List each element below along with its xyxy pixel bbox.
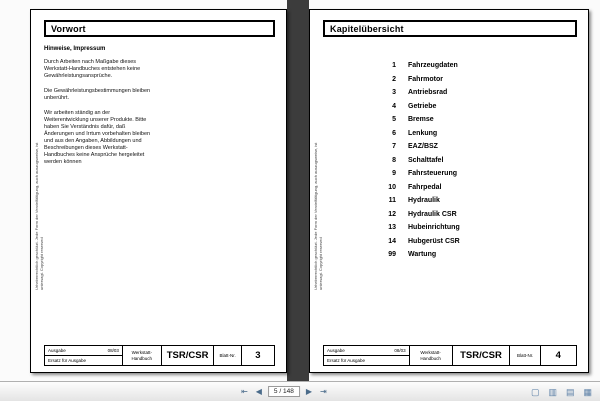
body-copy xyxy=(44,59,156,166)
document-page-left xyxy=(30,9,287,373)
chapter-overview xyxy=(380,52,460,265)
copyright-side-text: Urheberrechtlich geschützt. Jede Form der Vervielfältigung, auch auszugsweise, ist untersagt. Copyright reserved xyxy=(313,142,323,290)
last-page-icon[interactable]: ⇥ xyxy=(319,386,327,396)
chapter-number: 99 xyxy=(388,251,396,258)
viewer-toolbar xyxy=(0,381,600,401)
chapter-list xyxy=(380,62,460,265)
chapter-number: 5 xyxy=(392,116,396,123)
page-number-input[interactable]: 5 / 148 xyxy=(268,386,300,397)
single-page-view-icon[interactable]: ▢ xyxy=(530,386,540,397)
chapter-label: EAZ/BSZ xyxy=(408,143,438,150)
model-name: TSR/CSR xyxy=(166,350,209,361)
page-footer xyxy=(323,345,577,366)
footer-issue-cell xyxy=(45,346,123,365)
chapter-label: Bremse xyxy=(408,116,434,123)
view-mode-controls xyxy=(529,385,594,399)
paragraph: Wir arbeiten ständig an der Weiterentwicklung unserer Produkte. Bitte haben Sie Verständnis dafür, daß Änderungen und Irrtum vorbehalten bleiben und aus den Angaben, Abbildungen und Beschreibungen dieses Werkstatt-Handbuches keine Ansprüche hergeleitet werden können xyxy=(44,110,151,165)
chapter-row xyxy=(380,103,460,117)
first-page-icon[interactable]: ⇤ xyxy=(241,386,248,396)
chapter-row xyxy=(380,157,460,171)
page-content xyxy=(44,46,156,174)
chapter-number: 1 xyxy=(392,62,396,69)
chapter-number: 9 xyxy=(392,170,396,177)
footer-manual-cell xyxy=(123,346,162,365)
two-page-view-icon[interactable]: ▥ xyxy=(548,386,557,397)
chapter-row xyxy=(380,143,460,157)
chapter-number: 7 xyxy=(392,143,396,150)
chapter-number: 12 xyxy=(388,210,396,218)
chapter-label: Fahrmotor xyxy=(408,75,443,83)
document-page-right xyxy=(309,9,589,373)
chapter-label: Schalttafel xyxy=(408,156,444,164)
model-name: TSR/CSR xyxy=(460,350,502,361)
chapter-number: 4 xyxy=(392,102,396,110)
chapter-label: Fahrpedal xyxy=(408,183,442,191)
sheet-number: 4 xyxy=(555,350,561,361)
replaces-label: Ersatz für Ausgabe xyxy=(327,357,366,363)
chapter-label: Fahrzeugdaten xyxy=(408,62,458,69)
manual-line1: Werkstatt- xyxy=(131,350,153,355)
footer-model-cell xyxy=(453,346,511,365)
sheet-number: 3 xyxy=(255,350,261,361)
chapter-number: 2 xyxy=(392,75,396,83)
chapter-row xyxy=(380,251,460,265)
chapter-label: Hydraulik xyxy=(408,197,440,204)
grid-view-icon[interactable]: ▦ xyxy=(583,386,592,397)
copyright-side-text: Urheberrechtlich geschützt. Jede Form der Vervielfältigung, auch auszugsweise, ist untersagt. Copyright reserved xyxy=(34,142,44,290)
chapter-row xyxy=(380,62,460,76)
chapter-row xyxy=(380,76,460,90)
footer-issue-cell xyxy=(324,346,410,365)
paragraph: Durch Arbeiten nach Maßgabe dieses Werkstatt-Handbuches entstehen keine Gewährleistungsansprüche. xyxy=(44,59,141,79)
previous-page-icon[interactable]: ◀ xyxy=(255,386,262,396)
chapter-label: Hydraulik CSR xyxy=(408,210,457,218)
chapter-number: 6 xyxy=(392,129,396,137)
chapter-label: Wartung xyxy=(408,251,437,258)
chapter-number: 14 xyxy=(388,237,396,245)
chapter-row xyxy=(380,238,460,252)
section-heading: Hinweise, Impressum xyxy=(44,46,106,52)
page-title-box xyxy=(323,20,577,37)
chapter-row xyxy=(380,170,460,184)
issue-value: 08/03 xyxy=(107,347,119,353)
sheet-label: Blatt-Nr. xyxy=(516,353,534,358)
chapter-number: 3 xyxy=(392,89,396,96)
page-title: Kapitelübersicht xyxy=(330,23,404,34)
chapter-row xyxy=(380,89,460,103)
manual-line2: Handbuch xyxy=(131,355,153,361)
page-title: Vorwort xyxy=(51,23,86,34)
chapter-row xyxy=(380,211,460,225)
issue-label: Ausgabe xyxy=(327,347,345,353)
manual-line2: Handbuch xyxy=(420,355,441,361)
replaces-label: Ersatz für Ausgabe xyxy=(48,357,87,363)
next-page-icon[interactable]: ▶ xyxy=(305,386,312,396)
chapter-row xyxy=(380,184,460,198)
chapter-label: Hubgerüst CSR xyxy=(408,237,460,245)
footer-sheet-label-cell xyxy=(214,346,241,365)
chapter-row xyxy=(380,116,460,130)
footer-sheet-label-cell xyxy=(510,346,540,365)
page-footer xyxy=(44,345,275,366)
page-navigation xyxy=(239,385,329,399)
chapter-number: 13 xyxy=(388,224,396,231)
chapter-number: 8 xyxy=(392,156,396,164)
chapter-label: Fahrsteuerung xyxy=(408,170,458,177)
chapter-label: Hubeinrichtung xyxy=(408,224,460,231)
footer-model-cell xyxy=(162,346,215,365)
chapter-number: 10 xyxy=(388,183,396,191)
paragraph: Die Gewährleistungsbestimmungen bleiben unberührt. xyxy=(44,88,151,101)
chapter-number: 11 xyxy=(388,197,396,204)
sheet-label: Blatt-Nr. xyxy=(219,353,236,358)
chapter-row xyxy=(380,197,460,211)
chapter-label: Antriebsrad xyxy=(408,89,448,96)
page-gap-shadow xyxy=(287,0,309,381)
chapter-label: Getriebe xyxy=(408,102,437,110)
issue-label: Ausgabe xyxy=(48,347,66,353)
footer-sheet-number-cell xyxy=(541,346,576,365)
thumbnail-view-icon[interactable]: ▤ xyxy=(565,386,575,397)
footer-manual-cell xyxy=(410,346,453,365)
footer-sheet-number-cell xyxy=(242,346,274,365)
chapter-label: Lenkung xyxy=(408,129,438,137)
issue-value: 08/03 xyxy=(394,347,406,353)
chapter-row xyxy=(380,224,460,238)
page-title-box xyxy=(44,20,275,37)
manual-line1: Werkstatt- xyxy=(420,350,441,355)
chapter-row xyxy=(380,130,460,144)
